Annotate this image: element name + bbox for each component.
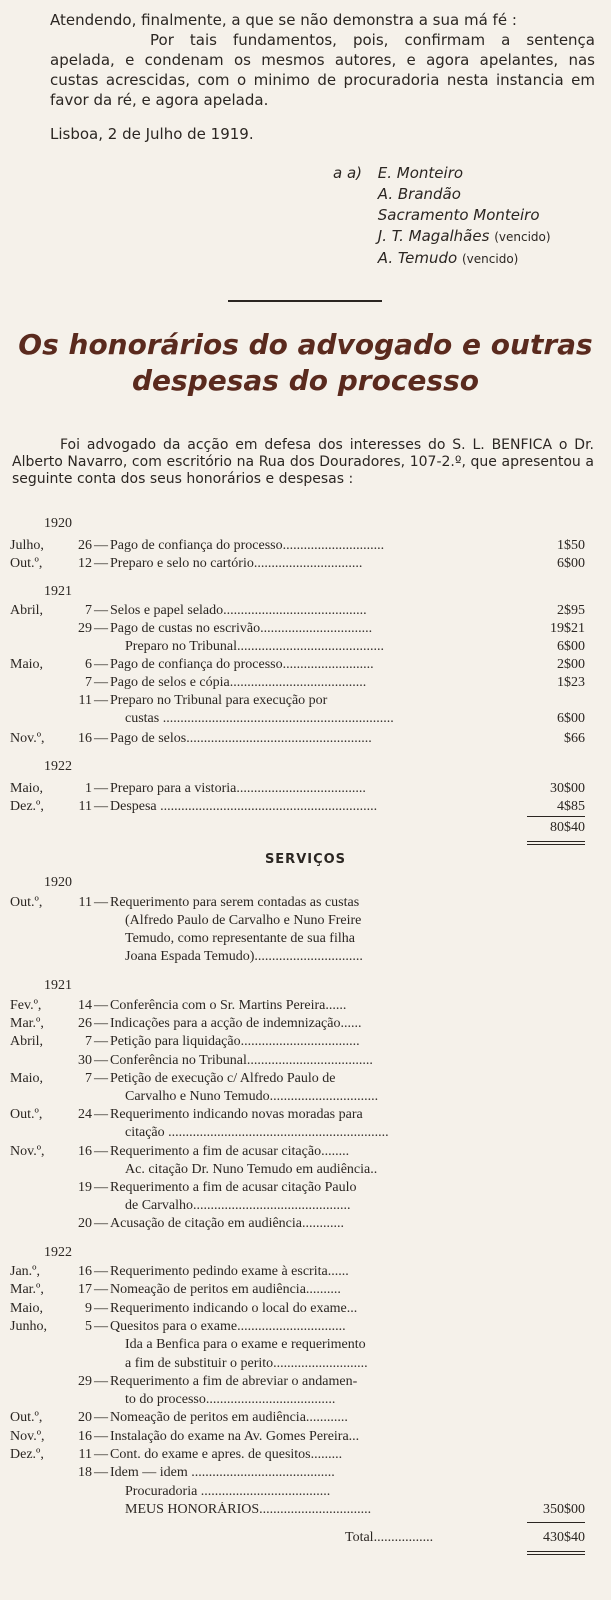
- ledger-row: [10, 603, 595, 621]
- ledger-row: [10, 931, 595, 949]
- row-day: 9: [85, 1300, 92, 1316]
- row-day: 30: [78, 1052, 92, 1068]
- row-description: Quesitos para o exame...............................: [110, 1318, 346, 1334]
- row-description: Petição de execução c/ Alfredo Paulo de: [110, 1070, 336, 1086]
- intro-paragraph: Por tais fundamentos, pois, confirmam a sentença apelada, e condenam os mesmos autores, e agora apelantes, nas custas acrescidas, com o minimo de procuradoria nesta instancia em favor da ré, e agora apelada.: [50, 31, 595, 109]
- row-dash: —: [94, 1264, 108, 1279]
- row-description: Pago de selos.....................................................: [110, 731, 372, 746]
- row-description: Preparo no Tribunal..........................................: [125, 639, 384, 654]
- row-description: (Alfredo Paulo de Carvalho e Nuno Freire: [125, 913, 362, 928]
- row-day: 17: [78, 1282, 92, 1298]
- account-intro-text: Foi advogado da acção em defesa dos interesses do S. L. BENFICA o Dr. Alberto Navarro, com escritório na Rua dos Douradores, 107-2.º, que apresentou a seguinte conta dos seus honorários e despesas :: [12, 437, 594, 487]
- row-amount: 2$95: [557, 603, 585, 618]
- row-description: Pago de confiança do processo.............................: [110, 538, 385, 553]
- row-day: 29: [78, 1373, 92, 1389]
- row-dash: —: [94, 1373, 108, 1389]
- row-day: 6: [85, 657, 92, 672]
- subtotal-amount: 80$40: [550, 820, 585, 835]
- row-day: 16: [78, 1264, 92, 1279]
- row-month: Nov.º,: [10, 1143, 45, 1159]
- row-dash: —: [94, 1180, 108, 1195]
- year-label: 1922: [44, 1245, 72, 1260]
- ledger-row: [10, 1429, 595, 1447]
- row-dash: —: [94, 1282, 108, 1298]
- date-line: Lisboa, 2 de Julho de 1919.: [50, 125, 254, 143]
- expenses-ledger: [10, 0, 595, 1600]
- row-day: 29: [78, 621, 92, 636]
- row-amount: 6$00: [557, 711, 585, 726]
- ledger-row: [10, 895, 595, 913]
- ledger-row: [10, 1198, 595, 1216]
- row-description: de Carvalho.............................................: [125, 1198, 351, 1214]
- row-description: Pago de confiança do processo..........................: [110, 657, 374, 672]
- ledger-row: [10, 1410, 595, 1428]
- row-dash: —: [94, 1052, 108, 1068]
- row-description: Carvalho e Nuno Temudo...............................: [125, 1089, 379, 1104]
- ledger-row: [10, 621, 595, 639]
- row-dash: —: [94, 603, 108, 618]
- row-description: Ida a Benfica para o exame e requerimento: [125, 1337, 366, 1353]
- row-month: Abril,: [10, 603, 44, 618]
- honorarios-row: [10, 1502, 595, 1520]
- row-day: 20: [78, 1216, 92, 1232]
- row-description: Conferência no Tribunal....................................: [110, 1052, 373, 1068]
- ledger-row: [10, 1180, 595, 1198]
- row-dash: —: [94, 1016, 108, 1032]
- honorarios-amount: 350$00: [543, 1501, 585, 1517]
- row-amount: 30$00: [550, 781, 585, 796]
- row-month: Junho,: [10, 1318, 47, 1334]
- signature-note: (vencido): [462, 252, 519, 266]
- ledger-row: [10, 949, 595, 967]
- ledger-row: [10, 1465, 595, 1483]
- row-dash: —: [94, 538, 108, 553]
- row-dash: —: [94, 1447, 108, 1462]
- row-day: 7: [85, 675, 92, 690]
- signature-label: a a): [333, 164, 363, 182]
- row-amount: 6$00: [557, 639, 585, 654]
- ledger-row: [10, 1282, 595, 1300]
- ledger-row: [10, 1356, 595, 1374]
- signature-name: Sacramento Monteiro: [377, 206, 540, 224]
- row-amount: 1$23: [557, 675, 585, 690]
- row-dash: —: [94, 621, 108, 636]
- ledger-row: [10, 998, 595, 1016]
- row-month: Maio,: [10, 657, 44, 672]
- row-day: 11: [78, 895, 92, 910]
- row-dash: —: [94, 657, 108, 672]
- row-dash: —: [94, 731, 108, 746]
- row-month: Out.º,: [10, 895, 43, 910]
- row-month: Out.º,: [10, 1107, 43, 1123]
- row-month: Nov.º,: [10, 731, 45, 746]
- row-description: Cont. do exame e apres. de quesitos.........: [110, 1447, 343, 1462]
- year-label: 1920: [44, 875, 72, 890]
- subtotal-row: [10, 820, 595, 838]
- row-dash: —: [94, 998, 108, 1013]
- ledger-row: [10, 913, 595, 931]
- row-month: Jan.º,: [10, 1264, 41, 1279]
- signature-name: E. Monteiro: [377, 164, 464, 182]
- ledger-row: [10, 1016, 595, 1034]
- ledger-row: [10, 711, 595, 729]
- row-description: Temudo, como representante de sua filha: [125, 931, 355, 946]
- sum-rule: [527, 844, 585, 845]
- total-label: Total.................: [345, 1530, 434, 1546]
- row-description: citação ...............................................................: [125, 1125, 389, 1141]
- row-description: Preparo no Tribunal para execução por: [110, 693, 328, 708]
- row-dash: —: [94, 781, 108, 796]
- row-description: Requerimento para serem contadas as custas: [110, 895, 360, 910]
- year-label: 1922: [44, 759, 72, 774]
- row-month: Julho,: [10, 538, 44, 553]
- title-line: Os honorários do advogado e outras: [18, 328, 593, 361]
- ledger-row: [10, 538, 595, 556]
- row-dash: —: [94, 1428, 108, 1444]
- row-description: Selos e papel selado.........................................: [110, 603, 367, 618]
- ledger-row: [10, 657, 595, 675]
- ledger-row: [10, 1162, 595, 1180]
- row-day: 24: [78, 1107, 92, 1123]
- ledger-row: [10, 1107, 595, 1125]
- ledger-row: [10, 1264, 595, 1282]
- row-description: Instalação do exame na Av. Gomes Pereira...: [110, 1428, 360, 1444]
- row-description: Petição para liquidação..................................: [110, 1034, 360, 1050]
- row-description: Preparo e selo no cartório...............................: [110, 556, 363, 571]
- year-label: 1920: [44, 516, 72, 531]
- row-description: Joana Espada Temudo)...............................: [125, 949, 363, 964]
- row-day: 18: [78, 1465, 92, 1481]
- row-month: Out.º,: [10, 556, 43, 571]
- row-amount: $66: [564, 731, 585, 746]
- row-dash: —: [94, 1465, 108, 1481]
- row-description: Acusação de citação em audiência............: [110, 1216, 345, 1232]
- ledger-row: [10, 1034, 595, 1052]
- row-dash: —: [94, 1143, 108, 1159]
- row-dash: —: [94, 1107, 108, 1123]
- row-description: Nomeação de peritos em audiência..........: [110, 1282, 341, 1298]
- row-description: Requerimento a fim de acusar citação........: [110, 1143, 350, 1159]
- row-month: Maio,: [10, 1070, 44, 1086]
- row-dash: —: [94, 799, 108, 814]
- ledger-row: [10, 1216, 595, 1234]
- row-day: 16: [78, 1428, 92, 1444]
- sum-rule: [527, 1551, 585, 1552]
- ledger-row: [10, 1374, 595, 1392]
- services-heading: SERVIÇOS: [264, 852, 347, 867]
- row-day: 5: [85, 1318, 92, 1334]
- ledger-row: [10, 1053, 595, 1071]
- ledger-row: [10, 1484, 595, 1502]
- ledger-row: [10, 1125, 595, 1143]
- row-dash: —: [94, 556, 108, 571]
- ledger-row: [10, 556, 595, 574]
- ledger-row: [10, 1337, 595, 1355]
- row-description: Conferência com o Sr. Martins Pereira......: [110, 998, 347, 1013]
- row-description: Ac. citação Dr. Nuno Temudo em audiência..: [125, 1161, 378, 1177]
- ledger-row: [10, 693, 595, 711]
- row-description: custas ..................................................................: [125, 711, 394, 726]
- signature-name: A. Brandão: [377, 185, 461, 203]
- row-description: MEUS HONORÁRIOS................................: [125, 1501, 372, 1517]
- sum-rule: [527, 816, 585, 817]
- row-description: a fim de substituir o perito...........................: [125, 1355, 368, 1371]
- row-day: 26: [78, 1016, 92, 1032]
- row-dash: —: [94, 675, 108, 690]
- row-amount: 1$50: [557, 538, 585, 553]
- row-description: Indicações para a acção de indemnização......: [110, 1016, 362, 1032]
- row-dash: —: [94, 1318, 108, 1334]
- ledger-row: [10, 1071, 595, 1089]
- intro-line: Atendendo, finalmente, a que se não demonstra a sua má fé :: [50, 11, 517, 29]
- row-month: Mar.º,: [10, 1282, 44, 1298]
- signature-name: J. T. Magalhães: [377, 227, 490, 245]
- row-description: Procuradoria .....................................: [125, 1483, 331, 1499]
- row-description: to do processo.....................................: [125, 1392, 336, 1408]
- row-dash: —: [94, 1300, 108, 1316]
- row-amount: 2$00: [557, 657, 585, 672]
- signature-note: (vencido): [494, 230, 551, 244]
- row-description: Pago de selos e cópia.......................................: [110, 675, 367, 690]
- row-dash: —: [94, 1070, 108, 1086]
- row-month: Abril,: [10, 1034, 44, 1050]
- ledger-row: [10, 799, 595, 817]
- row-description: Preparo para a vistoria.....................................: [110, 781, 366, 796]
- row-month: Out.º,: [10, 1410, 43, 1426]
- total-row: [10, 1530, 595, 1548]
- year-label: 1921: [44, 584, 72, 599]
- row-day: 11: [78, 1447, 92, 1462]
- sum-rule: [527, 1554, 585, 1555]
- row-amount: 6$00: [557, 556, 585, 571]
- row-day: 1: [85, 781, 92, 796]
- row-day: 16: [78, 731, 92, 746]
- ledger-row: [10, 1301, 595, 1319]
- row-day: 14: [78, 998, 92, 1013]
- row-month: Fev.º,: [10, 998, 42, 1013]
- row-month: Dez.º,: [10, 799, 44, 814]
- row-amount: 4$85: [557, 799, 585, 814]
- row-day: 12: [78, 556, 92, 571]
- row-month: Maio,: [10, 1300, 44, 1316]
- row-day: 26: [78, 538, 92, 553]
- row-dash: —: [94, 895, 108, 910]
- row-description: Nomeação de peritos em audiência............: [110, 1410, 348, 1426]
- row-day: 19: [78, 1180, 92, 1195]
- ledger-row: [10, 675, 595, 693]
- row-dash: —: [94, 693, 108, 708]
- row-day: 7: [85, 603, 92, 618]
- row-dash: —: [94, 1034, 108, 1050]
- row-month: Mar.º,: [10, 1016, 44, 1032]
- row-amount: 19$21: [550, 621, 585, 636]
- row-day: 7: [85, 1034, 92, 1050]
- row-description: Despesa ..............................................................: [110, 799, 378, 814]
- row-description: Requerimento pedindo exame à escrita......: [110, 1264, 349, 1279]
- row-day: 7: [85, 1070, 92, 1086]
- ledger-row: [10, 1447, 595, 1465]
- row-description: Requerimento a fim de abreviar o andamen-: [110, 1373, 358, 1389]
- ledger-row: [10, 1089, 595, 1107]
- sum-rule: [527, 841, 585, 842]
- sum-rule: [527, 1522, 585, 1523]
- ledger-row: [10, 639, 595, 657]
- ledger-row: [10, 731, 595, 749]
- row-day: 11: [78, 799, 92, 814]
- row-description: Requerimento indicando o local do exame...: [110, 1300, 358, 1316]
- row-day: 16: [78, 1143, 92, 1159]
- ledger-row: [10, 1319, 595, 1337]
- signature-name: A. Temudo: [377, 249, 458, 267]
- row-description: Pago de custas no escrivão................................: [110, 621, 373, 636]
- ledger-row: [10, 1144, 595, 1162]
- row-day: 20: [78, 1410, 92, 1426]
- title-line: despesas do processo: [132, 364, 479, 397]
- row-day: 11: [78, 693, 92, 708]
- row-month: Maio,: [10, 781, 44, 796]
- row-dash: —: [94, 1216, 108, 1232]
- row-description: Requerimento a fim de acusar citação Paulo: [110, 1180, 357, 1195]
- row-dash: —: [94, 1410, 108, 1426]
- row-month: Nov.º,: [10, 1428, 45, 1444]
- total-amount: 430$40: [543, 1530, 585, 1546]
- ledger-row: [10, 781, 595, 799]
- row-description: Requerimento indicando novas moradas para: [110, 1107, 363, 1123]
- row-month: Dez.º,: [10, 1447, 44, 1462]
- row-description: Idem — idem .........................................: [110, 1465, 335, 1481]
- ledger-row: [10, 1392, 595, 1410]
- year-label: 1921: [44, 978, 72, 993]
